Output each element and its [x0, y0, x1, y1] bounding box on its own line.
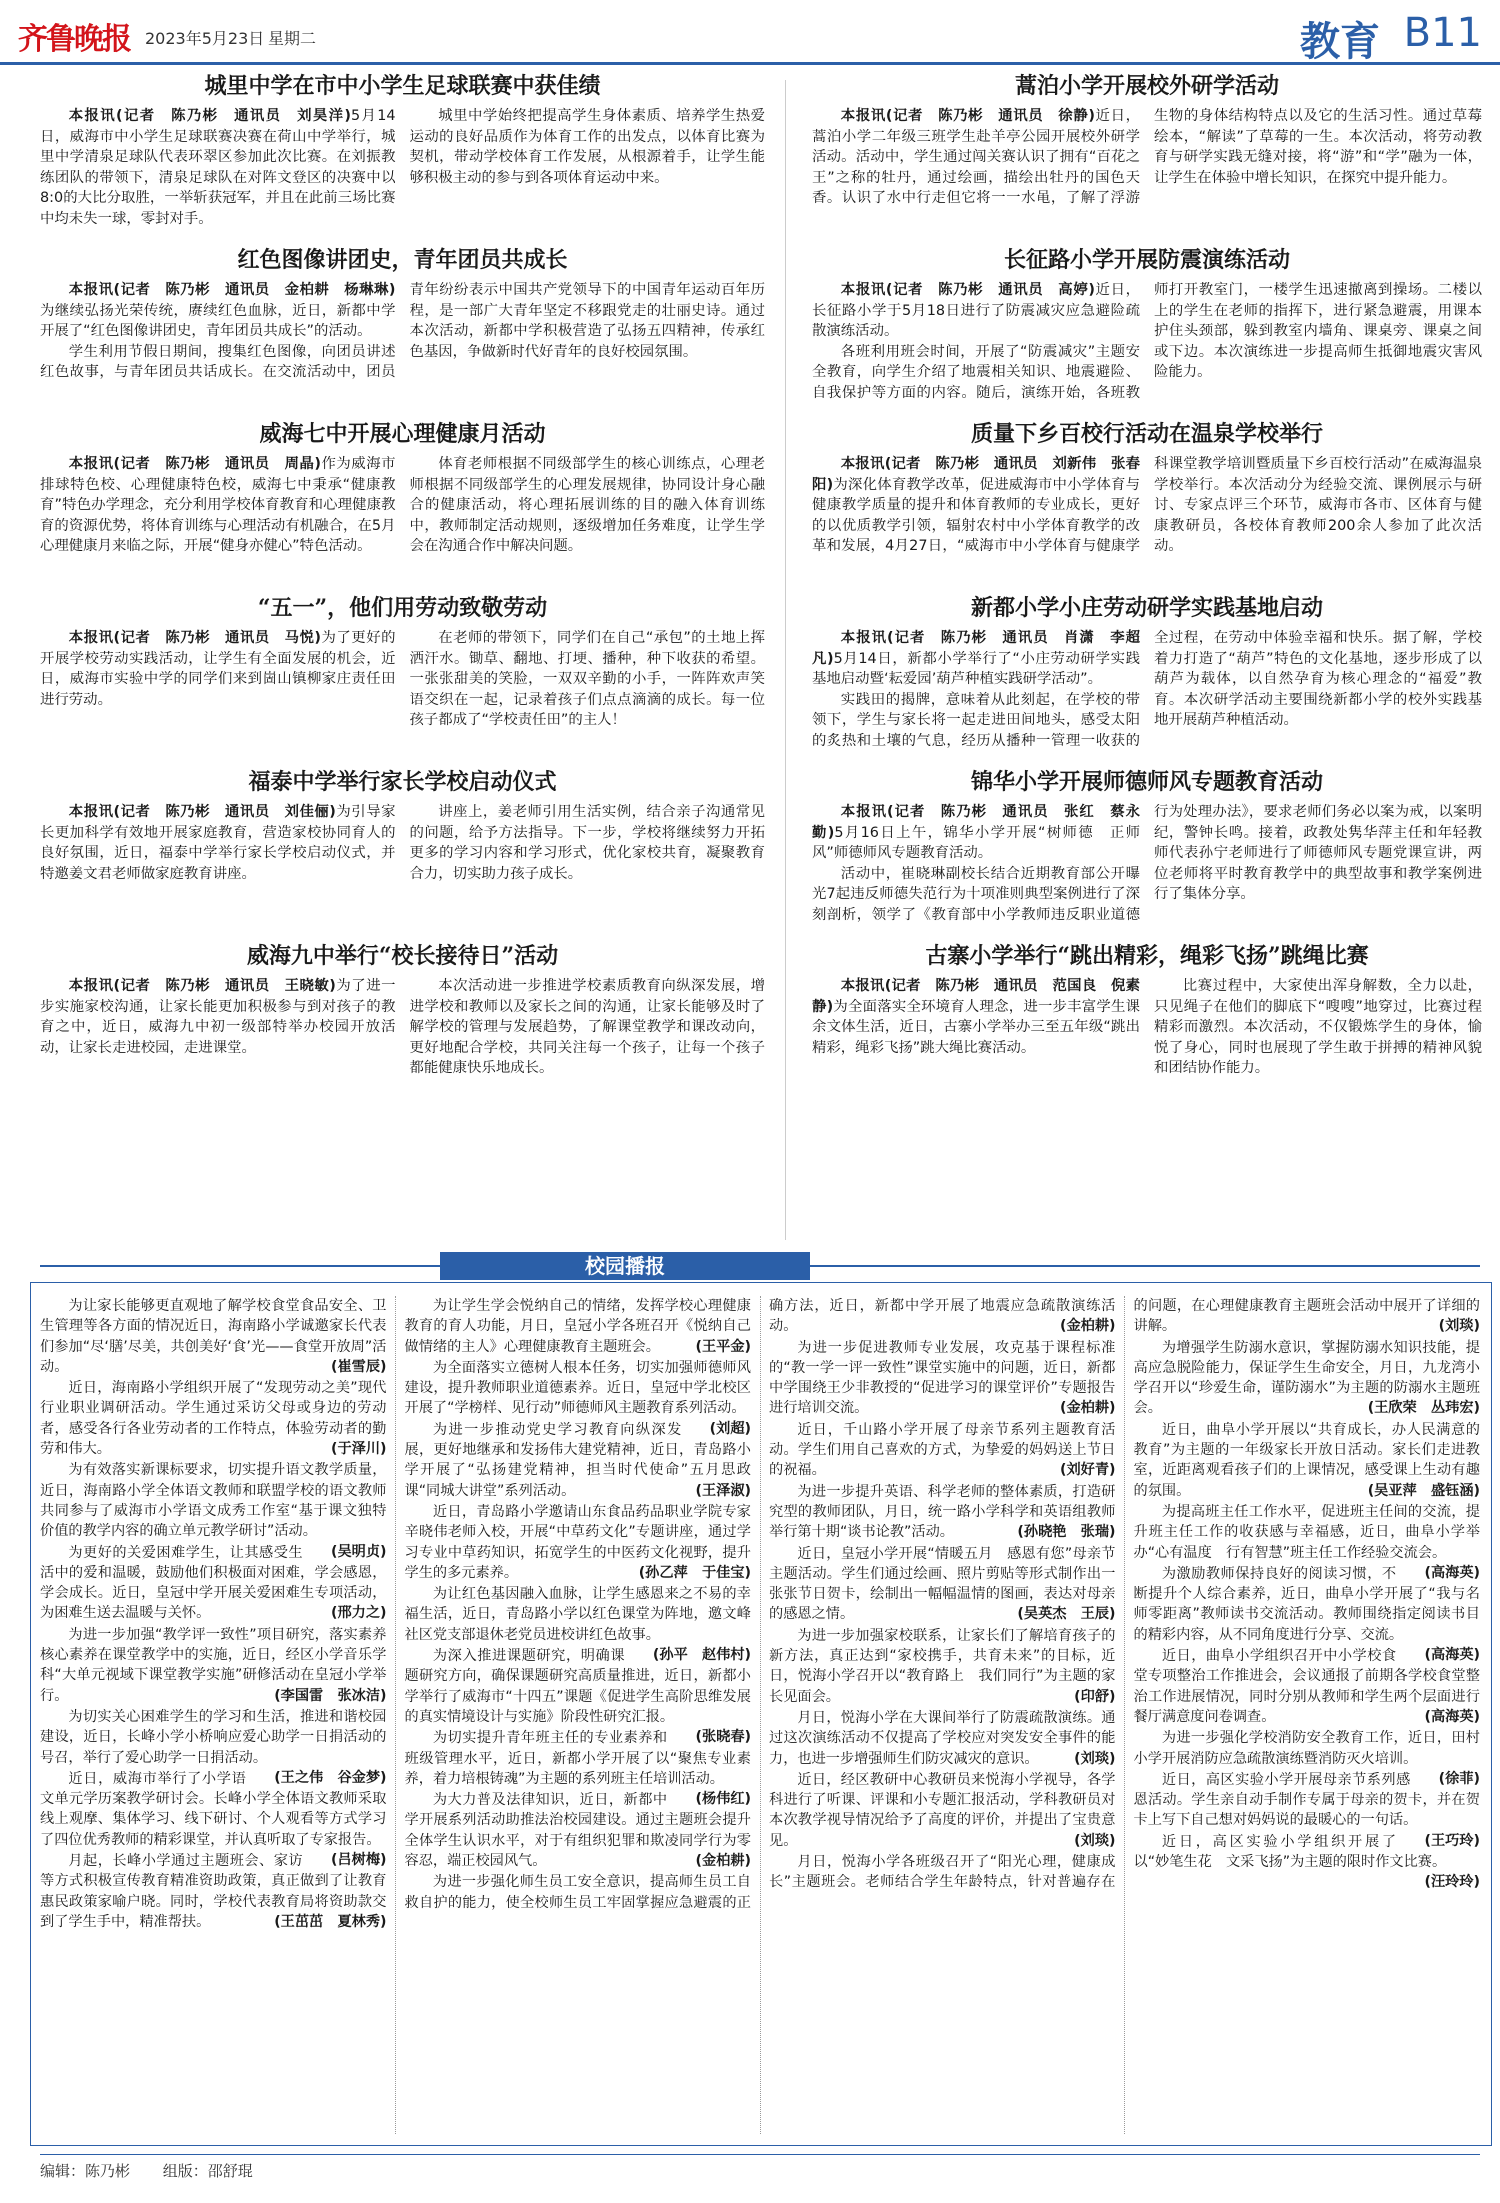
brief-text: 为激励教师保持良好的阅读习惯，不断提升个人综合素养，近日，曲阜小学开展了“我与名师零距离”教师读书交流活动。教师围绕指定阅读书目的精彩内容，从不同角度进行分享、交流。 — [1133, 1565, 1480, 1643]
brief-author: (徐菲) — [1438, 1770, 1480, 1787]
brief-text: 为更好的关爱困难学生，让其感受生活中的爱和温暖，鼓励他们积极面对困难，学会感恩，学会成长。近日，皇冠中学开展关爱困难生专项活动，为困难生送去温暖与关怀。 — [40, 1544, 387, 1622]
article — [812, 420, 1482, 586]
paragraph-text: 为了进一步实施家校沟通，让家长能更加积极参与到对孩子的教育之中，近日，威海九中初一级部特举办校园开放活动，让家长走进校园，走进课堂。 — [40, 978, 396, 1056]
brief-text: 月日，悦海小学各班级召开了“阳光心理，健康成长”主题班会。老师结合学生年龄特点，针对普遍存在的问题，在心理健康教育主题班会活动中展开了详细的讲解。 — [769, 1298, 1480, 1891]
brief-author: (王欣荣 丛玮宏) — [1367, 1400, 1480, 1417]
newspaper-logo: 齐鲁晚报 — [18, 22, 130, 57]
brief-item — [1133, 1502, 1481, 1581]
article-body — [812, 280, 1482, 412]
brief-author: (金柏耕) — [1059, 1318, 1116, 1335]
article-byline: 本报讯(记者 陈乃彬 通讯员 马悦) — [68, 630, 321, 646]
brief-author: (金柏耕) — [695, 1853, 751, 1870]
article-headline: 锦华小学开展师德师风专题教育活动 — [970, 769, 1323, 795]
article-byline: 本报讯(记者 陈乃彬 通讯员 刘佳俪) — [68, 804, 336, 820]
brief-item — [40, 1625, 387, 1706]
article-body — [40, 976, 765, 1108]
article-byline: 本报讯(记者 陈乃彬 通讯员 王晓敏) — [68, 978, 336, 994]
brief-item — [769, 1626, 1116, 1707]
paragraph-text: 作为威海市排球特色校、心理健康特色校，威海七中秉承“健康教育”特色办学理念，充分利用学校体育教育和心理健康教育的资源优势，将体育训练与心理活动有机融合，在5月心理健康月来临之际，开展“健身亦健心”特色活动。 — [40, 456, 396, 555]
brief-item — [769, 1338, 1116, 1419]
article-headline: 古寨小学举行“跳出精彩，绳彩飞扬”跳绳比赛 — [925, 943, 1369, 969]
brief-author: (吕树梅) — [330, 1852, 387, 1869]
brief-text: 近日，威海市举行了小学语文单元学历案教学研讨会。长峰小学全体语文教师采取线上观摩、集体学习、线下研讨、个人观看等方式学习了四位优秀教师的精彩课堂，并认真听取了专家报告。 — [40, 1770, 387, 1848]
article — [40, 942, 765, 1108]
article — [40, 594, 765, 760]
paragraph-text: 为引导家长更加科学有效地开展家庭教育，营造家校协同育人的良好氛围，近日，福泰中学举行家长学校启动仪式，并特邀姜文君老师做家庭教育讲座。 — [40, 804, 396, 882]
brief-author: (刘超) — [709, 1420, 751, 1437]
article-headline: “五一”，他们用劳动致敬劳动 — [257, 595, 548, 621]
footer — [40, 2160, 281, 2181]
brief-author: (李国雷 张冰洁) — [274, 1687, 387, 1704]
article-byline: 本报讯(记者 陈乃彬 通讯员 周晶) — [68, 456, 321, 472]
article-paragraph — [410, 454, 766, 557]
footer-rule — [40, 2154, 1480, 2155]
brief-item — [405, 1502, 752, 1583]
paragraph-text: 讲座上，姜老师引用生活实例，结合亲子沟通常见的问题，给予方法指导。下一步，学校将继续努力开拓更多的学习内容和学习形式，优化家校共育，凝聚教育合力，切实助力孩子成长。 — [409, 804, 765, 882]
article-paragraph — [410, 802, 766, 884]
brief-text: 近日，青岛路小学邀请山东食品药品职业学院专家辛晓伟老师入校，开展“中草药文化”专题讲座，通过学习专业中草药知识，拓宽学生的中医药文化视野，提升学生的多元素养。 — [404, 1503, 751, 1581]
article-paragraph — [812, 454, 1482, 557]
brief-text: 近日，皇冠小学开展“情暖五月 感恩有您”母亲节主题活动。学生们通过绘画、照片剪贴等形式制作出一张张节日贺卡，绘制出一幅幅温情的图画，表达对母亲的感恩之情。 — [769, 1545, 1116, 1623]
article-byline: 本报讯(记者 陈乃彬 通讯员 范国良 倪素静) — [812, 978, 1140, 1015]
brief-item — [1133, 1728, 1481, 1787]
brief-item — [40, 1707, 387, 1786]
article-body — [812, 106, 1482, 238]
brief-author: (王巧玲) — [1424, 1832, 1480, 1849]
article-body — [40, 454, 765, 586]
brief-item — [769, 1708, 1116, 1769]
article-byline: 本报讯(记者 陈乃彬 通讯员 肖潇 李超凡) — [812, 630, 1140, 667]
article-paragraph — [812, 628, 1140, 690]
brief-text: 为让红色基因融入血脉，让学生感恩来之不易的幸福生活，近日，青岛路小学以红色课堂为阵地，邀文峰社区党支部退休老党员进校讲红色故事。 — [404, 1586, 751, 1643]
brief-text: 为增强学生防溺水意识，掌握防溺水知识技能，提高应急脱险能力，保证学生生命安全，月日，九龙湾小学召开以“珍爱生命，谨防溺水”为主题的防溺水主题班会。 — [1133, 1339, 1480, 1417]
brief-text: 为让学生学会悦纳自己的情绪，发挥学校心理健康教育的育人功能，月日，皇冠小学各班召开《悦纳自己 做情绪的主人》心理健康教育主题班会。 — [404, 1298, 766, 1355]
brief-item — [40, 1378, 387, 1459]
brief-text: 近日，高区实验小学开展母亲节系列感恩活动。学生亲自动手制作专属于母亲的贺卡，并在贺卡上写下自己想对妈妈说的最暖心的一句话。 — [1133, 1771, 1480, 1829]
article-body — [40, 802, 765, 934]
campus-briefs — [40, 1296, 1480, 2134]
brief-text: 为切实提升青年班主任的专业素养和班级管理水平，近日，新都小学开展了以“聚焦专业素养，着力培根铸魂”为主题的系列班主任培训活动。 — [404, 1730, 751, 1787]
article-body — [40, 106, 765, 238]
brief-author: (印舒) — [1074, 1688, 1116, 1705]
brief-text: 为让家长能够更直观地了解学校食堂食品安全、卫生管理等各方面的情况近日，海南路小学诚邀家长代表们参加“尽‘膳’尽美，共创美好‘食’光——食堂开放周”活动。 — [40, 1298, 387, 1375]
article-headline: 红色图像讲团史，青年团员共成长 — [237, 247, 568, 273]
brief-text: 为切实关心困难学生的学习和生活，推进和谐校园建设，近日，长峰小学小桥响应爱心助学一日捐活动的号召，举行了爱心助学一日捐活动。 — [40, 1708, 387, 1766]
brief-text: 近日，高区实验小学组织开展了以“妙笔生花 文采飞扬”为主题的限时作文比赛。 — [1133, 1833, 1447, 1871]
brief-author: (孙晓艳 张瑞) — [1017, 1524, 1116, 1541]
brief-author: (吴明贞) — [330, 1543, 387, 1560]
article-byline: 本报讯(记者 陈乃彬 通讯员 张红 蔡永勤) — [812, 804, 1140, 841]
brief-author: (高海英) — [1424, 1708, 1480, 1725]
brief-text: 为进一步提升英语、科学老师的整体素质，打造研究型的教师团队，月日，统一路小学科学和英语组教师举行第十期“谈书论教”活动。 — [769, 1483, 1116, 1541]
article-paragraph — [812, 106, 1482, 209]
article-body — [812, 802, 1482, 934]
article-paragraph — [40, 454, 396, 557]
right-column — [812, 72, 1482, 1116]
article-headline: 长征路小学开展防震演练活动 — [1003, 247, 1290, 273]
paragraph-text: 为全面落实全环境育人理念，进一步丰富学生课余文体生活，近日，古寨小学举办三至五年级“跳出精彩，绳彩飞扬”跳大绳比赛活动。 — [812, 998, 1140, 1056]
briefs-title: 校园播报 — [440, 1252, 810, 1280]
brief-text: 近日，海南路小学组织开展了“发现劳动之美”现代行业职业调研活动。学生通过采访父母或身边的劳动者，感受各行各业劳动者的工作特点，体验劳动者的勤劳和伟大。 — [40, 1380, 387, 1458]
article-byline: 本报讯(记者 陈乃彬 通讯员 金柏耕 杨琳琳) — [68, 282, 396, 298]
article-byline: 本报讯(记者 陈乃彬 通讯员 徐静) — [840, 108, 1095, 124]
article-body — [812, 454, 1482, 586]
article — [812, 768, 1482, 934]
brief-item — [1134, 1420, 1481, 1501]
paragraph-text: 体育老师根据不同级部学生的核心训练点，心理老师根据不同级部学生的心理发展规律，协同设计身心融合的健康活动，将心理拓展训练的目的融入体育训练中，教师制定活动规则，逐级增加任务难度，让学生学会在沟通合作中解决问题。 — [409, 456, 765, 555]
brief-author: (金柏耕) — [1059, 1400, 1116, 1417]
brief-text: 近日，曲阜小学组织召开中小学校食堂专项整治工作推进会，会议通报了前期各学校食堂整治工作进展情况，同时分别从教师和学生两个层面进行餐厅满意度问卷调查。 — [1133, 1648, 1480, 1725]
brief-text: 为进一步推动党史学习教育向纵深发展，更好地继承和发扬伟大建党精神，近日，青岛路小学开展了“弘扬建党精神，担当时代使命”五月思政课“同城大讲堂”系列活动。 — [404, 1421, 751, 1499]
brief-author: (杨伟红) — [695, 1791, 751, 1808]
article — [812, 942, 1482, 1108]
paragraph-text: 5月14日，新都小学举行了“小庄劳动研学实践基地启动暨‘耘爱园’葫芦种植实践研学活动”。 — [812, 650, 1140, 688]
article-paragraph — [40, 802, 396, 884]
footer-layout: 组版：邵舒琨 — [162, 2162, 253, 2180]
left-column — [40, 72, 765, 1116]
brief-item — [40, 1296, 387, 1377]
article-headline: 威海九中举行“校长接待日”活动 — [246, 943, 559, 969]
article-headline: 蒿泊小学开展校外研学活动 — [1014, 73, 1279, 99]
brief-text: 为进一步加强“教学评一致性”项目研究，落实素养核心素养在课堂教学中的实施，近日，经区小学音乐学科“大单元视域下课堂教学实施”研修活动在皇冠小学举行。 — [40, 1626, 387, 1704]
brief-text: 为有效落实新课标要求，切实提升语文教学质量，近日，海南路小学全体语文教师和联盟学校的语文教师共同参与了威海市小学语文成秀工作室“基于课文独特价值的教学内容的确立单元教学研讨”活动。 — [40, 1462, 387, 1540]
brief-text: 近日，曲阜小学开展以“共育成长，办人民满意的教育”为主题的一年级家长开放日活动。家长们走进教室，近距离观看孩子们的上课情况，感受课上生动有趣的氛围。 — [1133, 1421, 1480, 1499]
brief-text: 为大力普及法律知识，近日，新都中学开展系列活动助推法治校园建设。通过主题班会提升全体学生认识水平，对于有组织犯罪和欺凌同学行为零容忍，端正校园风气。 — [404, 1792, 751, 1870]
brief-author: (于泽川) — [330, 1441, 387, 1458]
article-headline: 质量下乡百校行活动在温泉学校举行 — [970, 421, 1323, 447]
article-paragraph — [812, 802, 1140, 864]
brief-author: (王茁茁 夏林秀) — [274, 1913, 387, 1930]
paragraph-text: 城里中学始终把提高学生身体素质、培养学生热爱运动的良好品质作为体育工作的出发点，以体育比赛为契机，带动学校体育工作发展，从根源着手，让学生能够积极主动的参与到各项体育运动中来。 — [409, 108, 765, 186]
brief-text: 为提高班主任工作水平，促进班主任间的交流，提升班主任工作的收获感与幸福感，近日，曲阜小学举办“心有温度 行有智慧”班主任工作经验交流会。 — [1133, 1503, 1480, 1561]
brief-text: 近日，千山路小学开展了母亲节系列主题教育活动。学生们用自己喜欢的方式，为挚爱的妈妈送上节日的祝福。 — [769, 1421, 1116, 1479]
brief-author: (高海英) — [1424, 1564, 1480, 1581]
brief-text: 月起，长峰小学通过主题班会、家访等方式积极宣传教育精准资助政策，真正做到了让教育惠民政策家喻户晓。同时，学校代表教育局将资助款交到了学生手中，精准帮扶。 — [40, 1853, 387, 1930]
brief-item — [769, 1420, 1116, 1481]
article-paragraph — [812, 976, 1140, 1058]
paragraph-text: 活动中，崔晓琳副校长结合近期教育部公开曝光7起违反师德失范行为十项准则典型案例进行了深刻剖析，领学了《教育部中小学教师违反职业道德行为处理办法》，要求老师们务必以案为戒，以案明纪，警钟长鸣。接着，政教处隽华萍主任和年轻教师代表孙宁老师进行了师德师风专题党课宣讲，两位老师将平时教育教学中的典型故事和教学案例进行了集体分享。 — [812, 804, 1482, 923]
brief-author: (高海英) — [1424, 1647, 1480, 1664]
paragraph-text: 在老师的带领下，同学们在自己“承包”的土地上挥洒汗水。锄草、翻地、打埂、播种，种下收获的希望。一张张甜美的笑脸，一双双辛勤的小手，一阵阵欢声笑语交织在一起，记录着孩子们点点滴滴的成长。每一位孩子都成了“学校责任田”的主人！ — [409, 630, 765, 729]
brief-text: 月日，悦海小学在大课间举行了防震疏散演练。通过这次演练活动不仅提高了学校应对突发安全事件的能力，也进一步增强师生们防灾减灾的意识。 — [769, 1709, 1116, 1767]
article-byline: 本报讯(记者 陈乃彬 通讯员 刘昊洋) — [68, 108, 351, 124]
article-byline: 本报讯(记者 陈乃彬 通讯员 高婷) — [840, 282, 1095, 298]
paragraph-text: 5月16日上午，锦华小学开展“树师德 正师风”师德师风专题教育活动。 — [812, 824, 1140, 862]
brief-item — [769, 1770, 1116, 1851]
brief-text: 为全面落实立德树人根本任务，切实加强师德师风建设，提升教师职业道德素养。近日，皇冠中学北校区开展了“学榜样、见行动”师德师风主题教育系列活动。 — [404, 1359, 751, 1417]
article-paragraph — [40, 280, 396, 342]
brief-author: (王泽淑) — [695, 1482, 751, 1499]
brief-author: (孙乙萍 于佳宝) — [638, 1564, 751, 1581]
brief-author: (刘好青) — [1059, 1462, 1116, 1479]
brief-item — [769, 1544, 1116, 1625]
paragraph-text: 学生利用节假日期间，搜集红色图像，向团员讲述红色故事，与青年团员共话成长。在交流活动中，团员青年纷纷表示中国共产党领导下的中国青年运动百年历程，是一部广大青年坚定不移跟党走的壮丽史诗。通过本次活动，新都中学积极营造了弘扬五四精神，传承红色基因，争做新时代好青年的良好校园氛围。 — [40, 282, 765, 381]
brief-text: 为进一步加强家校联系，让家长们了解培育孩子的新方法，真正达到“家校携手，共育未来”的目标，近日，悦海小学召开以“教育路上 我们同行”为主题的家长见面会。 — [769, 1627, 1116, 1705]
article — [40, 768, 765, 934]
paragraph-text: 比赛过程中，大家使出浑身解数，全力以赴，只见绳子在他们的脚底下“嗖嗖”地穿过，比赛过程精彩而激烈。本次活动，不仅锻炼学生的身体，愉悦了身心，同时也展现了学生敢于拼搏的精神风貌和团结协作能力。 — [1154, 978, 1482, 1077]
article-paragraph — [410, 628, 766, 731]
brief-item — [769, 1482, 1116, 1543]
article-paragraph — [1154, 976, 1482, 1079]
article-headline: 新都小学小庄劳动研学实践基地启动 — [970, 595, 1323, 621]
brief-author: (孙平 赵伟村) — [652, 1647, 751, 1664]
article-paragraph — [410, 976, 766, 1079]
paragraph-text: 各班利用班会时间，开展了“防震减灾”主题安全教育，向学生介绍了地震相关知识、地震避险、自我保护等方面的内容。随后，演练开始，各班教师打开教室门，一楼学生迅速撤离到操场。二楼以上的学生在老师的指挥下，进行紧急避震，用课本护住头颈部，躲到教室内墙角、课桌旁、课桌之间或下边。本次演练进一步提高师生抵御地震灾害风险能力。 — [812, 282, 1482, 401]
brief-text: 为进一步促进教师专业发展，攻克基于课程标准的“教一学一评一致性”课堂实施中的问题，近日，新都中学围绕王少非教授的“促进学习的课堂评价”专题报告进行培训交流。 — [769, 1339, 1116, 1417]
brief-author: (张晓春) — [695, 1729, 751, 1746]
brief-text: 为深入推进课题研究，明确课题研究方向，确保课题研究高质量推进，近日，新都小学举行了威海市“十四五”课题《促进学生高阶思维发展的真实情境设计与实施》阶段性研究汇报。 — [404, 1648, 751, 1725]
brief-author: (吴亚萍 盛钰涵) — [1367, 1482, 1480, 1499]
article-headline: 城里中学在市中小学生足球联赛中获佳绩 — [204, 73, 601, 99]
paragraph-text: 5月14日，威海市中小学生足球联赛决赛在荷山中学举行，城里中学清泉足球队代表环翠区参加此次比赛。在刘振教练团队的带领下，清泉足球队在对阵文登区的决赛中以8:0的大比分取胜，一举斩获冠军，并且在此前三场比赛中均未失一球，零封对手。 — [40, 108, 396, 227]
article — [40, 72, 765, 238]
article-body — [40, 628, 765, 760]
article — [40, 420, 765, 586]
issue-date: 2023年5月23日 — [145, 29, 265, 48]
brief-item — [1134, 1338, 1481, 1419]
paragraph-text: 近日，长征路小学于5月18日进行了防震减灾应急避险疏散演练活动。 — [812, 282, 1140, 340]
article — [40, 246, 765, 412]
paragraph-text: 为继续弘扬光荣传统，赓续红色血脉，近日，新都中学开展了“红色图像讲团史，青年团员共成长”的活动。 — [40, 302, 396, 340]
paragraph-text: 为深化体育教学改革，促进威海市中小学体育与健康教学质量的提升和体育教师的专业成长，更好的以优质教学引领，辐射农村中小学体育教学的改革和发展，4月27日，“威海市中小学体育与健康学科课堂教学培训暨质量下乡百校行活动”在威海温泉学校举行。本次活动分为经验交流、课例展示与研讨、专家点评三个环节，威海市各市、区体育与健康教研员，各校体育教师200余人参加了此次活动。 — [812, 456, 1482, 555]
article-paragraph — [410, 106, 766, 188]
brief-item — [404, 1584, 752, 1664]
brief-author: (王平金) — [695, 1338, 751, 1355]
article-paragraph — [40, 976, 396, 1058]
section-title: 教育 — [1300, 19, 1380, 65]
brief-text: 近日，经区教研中心教研员来悦海小学视导，各学科进行了听课、评课和小专题汇报活动，学科教研员对本次教学视导情况给予了高度的评价，并提出了宝贵意见。 — [769, 1771, 1116, 1849]
article-paragraph — [812, 280, 1140, 342]
article — [812, 594, 1482, 760]
brief-author: (刘琰) — [1074, 1750, 1116, 1767]
brief-author: (刘琰) — [1438, 1318, 1480, 1335]
brief-item — [404, 1296, 766, 1357]
brief-text: 为进一步强化学校消防安全教育工作，近日，田村小学开展消防应急疏散演练暨消防灭火培训。 — [1133, 1730, 1480, 1767]
brief-author: (刘琰) — [1074, 1832, 1116, 1849]
article — [812, 246, 1482, 412]
brief-author: (王之伟 谷金梦) — [274, 1769, 387, 1786]
article — [812, 72, 1482, 238]
paragraph-text: 为了更好的开展学校劳动实践活动，让学生有全面发展的机会，近日，威海市实验中学的同学们来到崮山镇柳家庄责任田进行劳动。 — [40, 630, 396, 708]
article-paragraph — [40, 628, 396, 710]
column-divider — [785, 80, 786, 1240]
article-body — [40, 280, 765, 412]
brief-author: (邢力之) — [330, 1605, 387, 1622]
article-paragraph — [40, 106, 396, 230]
brief-item — [404, 1358, 752, 1437]
page-number: B11 — [1403, 10, 1482, 56]
article-headline: 威海七中开展心理健康月活动 — [259, 421, 546, 447]
article-byline: 本报讯(记者 陈乃彬 通讯员 刘新伟 张春阳) — [812, 456, 1140, 493]
article-body — [812, 976, 1482, 1108]
article-body — [812, 628, 1482, 760]
brief-author: (崔雪辰) — [330, 1358, 387, 1375]
brief-author: (汪玲玲) — [1424, 1874, 1480, 1891]
brief-author: (吴英杰 王辰) — [1017, 1606, 1116, 1623]
brief-item — [40, 1460, 387, 1560]
article-headline: 福泰中学举行家长学校启动仪式 — [248, 769, 557, 795]
issue-weekday: 星期二 — [268, 29, 317, 48]
paragraph-text: 本次活动进一步推进学校素质教育向纵深发展，增进学校和教师以及家长之间的沟通，让家长能够及时了解学校的管理与发展趋势，了解课堂教学和课改动向，更好地配合学校，共同关注每一个孩子，让每一个孩子都能健康快乐地成长。 — [409, 978, 765, 1077]
footer-editor: 编辑：陈乃彬 — [40, 2162, 131, 2180]
paragraph-text: 实践田的揭牌，意味着从此刻起，在学校的带领下，学生与家长将一起走进田间地头，感受太阳的炙热和土壤的气息，经历从播种一管理一收获的全过程，在劳动中体验幸福和快乐。据了解，学校着力打造了“葫芦”特色的文化基地，逐步形成了以葫芦为载体，以自然孕育为核心理念的“福爱”教育。本次研学活动主要围绕新都小学的校外实践基地开展葫芦种植活动。 — [812, 630, 1482, 749]
brief-text: 为进一步强化师生员工安全意识，提高师生员工自救自护的能力，使全校师生员工牢固掌握应急避震的正确方法，近日，新都中学开展了地震应急疏散演练活动。 — [404, 1298, 1116, 1911]
paragraph-text: 近日，蒿泊小学二年级三班学生赴羊亭公园开展校外研学活动。活动中，学生通过闯关赛认识了拥有“百花之王”之称的牡丹，通过绘画，描绘出牡丹的国色天香。认识了水中行走但它将一一水黾，了解了浮游生物的身体结构特点以及它的生活习性。通过草莓绘本，“解读”了草莓的一生。本次活动，将劳动教育与研学实践无缝对接，将“游”和“学”融为一体，让学生在体验中增长知识，在探究中提升能力。 — [812, 108, 1482, 207]
masthead — [0, 0, 1500, 65]
